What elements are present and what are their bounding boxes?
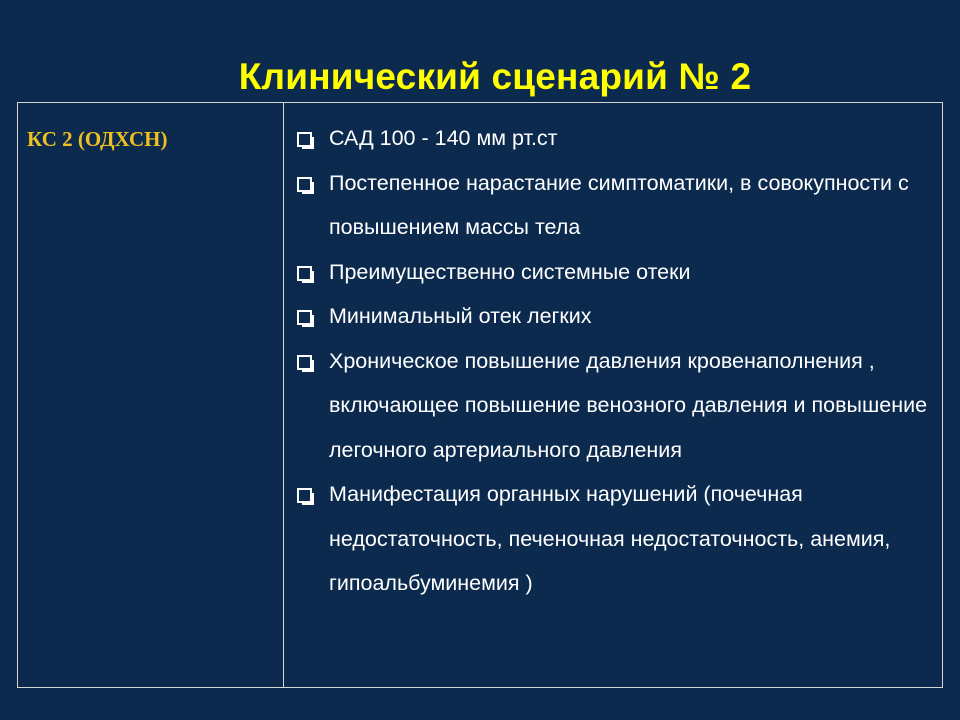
list-item-text: Постепенное нарастание симптоматики, в совокупности с повышением массы тела bbox=[329, 170, 909, 239]
list-item bbox=[293, 339, 933, 473]
list-item bbox=[293, 250, 933, 295]
checkbox-square-icon bbox=[297, 355, 312, 370]
checkbox-square-icon bbox=[297, 266, 312, 281]
checkbox-square-icon bbox=[297, 177, 312, 192]
list-item bbox=[293, 472, 933, 606]
list-item bbox=[293, 161, 933, 250]
list-item-text: САД 100 - 140 мм рт.ст bbox=[329, 126, 558, 150]
list-item bbox=[293, 294, 933, 339]
table-column-divider bbox=[283, 102, 284, 688]
list-item-text: Минимальный отек легких bbox=[329, 304, 592, 328]
scenario-code-label: КС 2 (ОДХСН) bbox=[27, 127, 168, 151]
list-item-text: Манифестация органных нарушений (почечная недостаточность, печеночная недостаточность, анемия, гипоальбуминемия ) bbox=[329, 482, 891, 595]
checkbox-square-icon bbox=[297, 132, 312, 147]
checkbox-square-icon bbox=[297, 310, 312, 325]
checkbox-square-icon bbox=[297, 488, 312, 503]
list-item-text: Преимущественно системные отеки bbox=[329, 259, 691, 284]
slide-title: Клинический сценарий № 2 bbox=[238, 55, 752, 97]
list-item bbox=[293, 116, 933, 161]
criteria-list bbox=[293, 116, 933, 606]
list-item-text: Хроническое повышение давления кровенаполнения , включающее повышение венозного давления и повышение легочного артериального давления bbox=[329, 348, 928, 462]
